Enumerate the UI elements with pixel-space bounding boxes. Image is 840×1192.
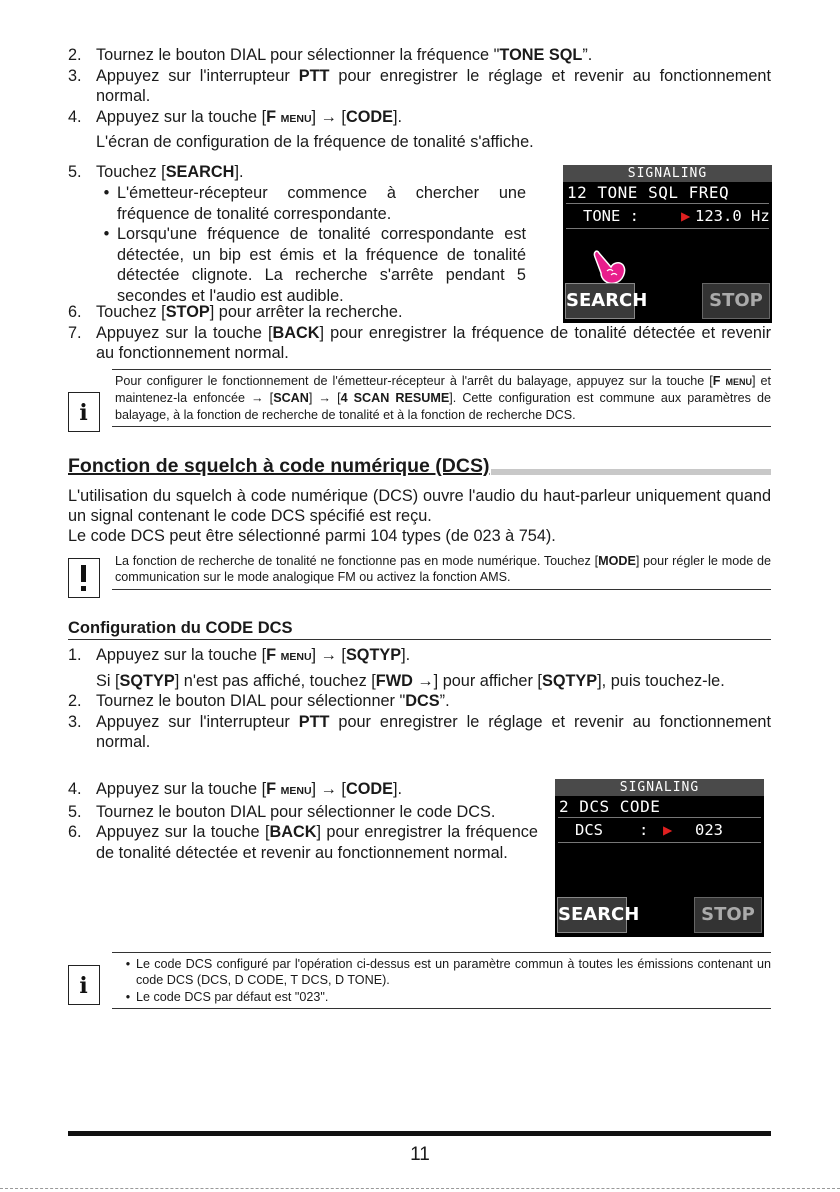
- lcd-screen-tone-search: [563, 165, 772, 323]
- step-5: 5. Touchez [SEARCH].: [68, 162, 244, 181]
- chevron-right-icon: ▶: [681, 207, 691, 225]
- bullet-item: • Le code DCS configuré par l'opération ci-dessus est un paramètre commun à toutes les émissions contenant un code DCS (DCS, D CODE, T DCS, D TONE).: [125, 957, 771, 988]
- bullet-item: • Le code DCS par défaut est "023".: [125, 989, 329, 1004]
- step-6: 6. Appuyez sur la touche [BACK] pour enregistrer la fréquence de tonalité détectée et revenir au fonctionnement normal.: [68, 823, 538, 862]
- step-6: 6. Touchez [STOP] pour arrêter la recherche.: [68, 303, 403, 321]
- info-note: [68, 369, 771, 427]
- page-number: 11: [410, 1144, 430, 1165]
- screen-colon: :: [639, 821, 649, 839]
- step-5: 5. Tournez le bouton DIAL pour sélectionner le code DCS.: [68, 802, 496, 821]
- screen-menu-title: 12 TONE SQL FREQ: [567, 183, 730, 202]
- screen-header: SIGNALING: [555, 779, 764, 796]
- screen-header: SIGNALING: [563, 165, 772, 182]
- divider: [112, 1008, 771, 1009]
- info-icon: [68, 965, 100, 1005]
- step-3: 3. Appuyez sur l'interrupteur PTT pour enregistrer le réglage et revenir au fonctionnement normal.: [68, 712, 771, 751]
- step-4: 4. Appuyez sur la touche [F MENU] → [CODE].: [68, 107, 403, 126]
- step-2: 2. Tournez le bouton DIAL pour sélectionner la fréquence "TONE SQL”.: [68, 46, 593, 64]
- divider: [112, 589, 771, 590]
- screen-label: TONE :: [583, 207, 639, 225]
- screen-value: 123.0 Hz: [695, 207, 770, 225]
- svg-text:i: i: [79, 973, 88, 999]
- chevron-right-icon: ▶: [663, 821, 673, 839]
- footer-rule: [68, 1131, 771, 1136]
- section-heading: Fonction de squelch à code numérique (DCS): [68, 455, 771, 478]
- step-1: 1. Appuyez sur la touche [F MENU] → [SQTYP].: [68, 646, 411, 664]
- crop-line: [0, 1188, 840, 1190]
- bullet-item: • L'émetteur-récepteur commence à chercher une fréquence de tonalité correspondante.: [103, 184, 526, 223]
- section-paragraph: L'utilisation du squelch à code numérique (DCS) ouvre l'audio du haut-parleur uniquement quand un signal contenant le code DCS spécifié est reçu.: [68, 487, 771, 525]
- warning-icon: [68, 558, 100, 598]
- step-7: 7. Appuyez sur la touche [BACK] pour enregistrer la fréquence de tonalité détectée et revenir au fonctionnement normal.: [68, 323, 771, 362]
- screen-menu-title: 2 DCS CODE: [559, 797, 661, 816]
- search-button[interactable]: SEARCH: [565, 283, 635, 319]
- lcd-screen-dcs-code: [555, 779, 764, 937]
- step-2: 2. Tournez le bouton DIAL pour sélectionner "DCS”.: [68, 692, 450, 710]
- step-4: 4. Appuyez sur la touche [F MENU] → [CODE].: [68, 780, 403, 798]
- step-4-continuation: L'écran de configuration de la fréquence de tonalité s'affiche.: [96, 133, 534, 151]
- step-1-continuation: Si [SQTYP] n'est pas affiché, touchez [FWD →] pour afficher [SQTYP], puis touchez-le.: [96, 671, 725, 690]
- bullet-item: • Lorsqu'une fréquence de tonalité correspondante est détectée, un bip est émis et la fréquence de tonalité détectée clignote. La recherche s'arrête pendant 5 secondes et l'audio est audible.: [103, 225, 526, 305]
- stop-button[interactable]: STOP: [702, 283, 770, 319]
- screen-value: 023: [695, 821, 723, 839]
- note-text: Pour configurer le fonctionnement de l'émetteur-récepteur à l'arrêt du balayage, appuyez sur la touche [F MENU] et maintenez-la enfoncée → [SCAN] → [4 SCAN RESUME]. Cette configuration est commune aux paramètres de balayage, à la fonction de recherche de tonalité et à la fonction de recherche DCS.: [115, 374, 771, 422]
- svg-text:i: i: [79, 400, 88, 426]
- stop-button[interactable]: STOP: [694, 897, 762, 933]
- screen-label: DCS: [575, 821, 603, 839]
- subsection-heading: Configuration du CODE DCS: [68, 619, 771, 640]
- search-button[interactable]: SEARCH: [557, 897, 627, 933]
- info-note: [68, 952, 771, 1009]
- warning-note: [68, 551, 771, 590]
- divider: [112, 426, 771, 427]
- section-paragraph: Le code DCS peut être sélectionné parmi 104 types (de 023 à 754).: [68, 527, 556, 545]
- warning-text: La fonction de recherche de tonalité ne fonctionne pas en mode numérique. Touchez [MODE] pour régler le mode de communication sur le mode analogique FM ou activez la fonction AMS.: [115, 554, 771, 585]
- step-3: 3. Appuyez sur l'interrupteur PTT pour enregistrer le réglage et revenir au fonctionnement normal.: [68, 66, 771, 105]
- info-icon: [68, 392, 100, 432]
